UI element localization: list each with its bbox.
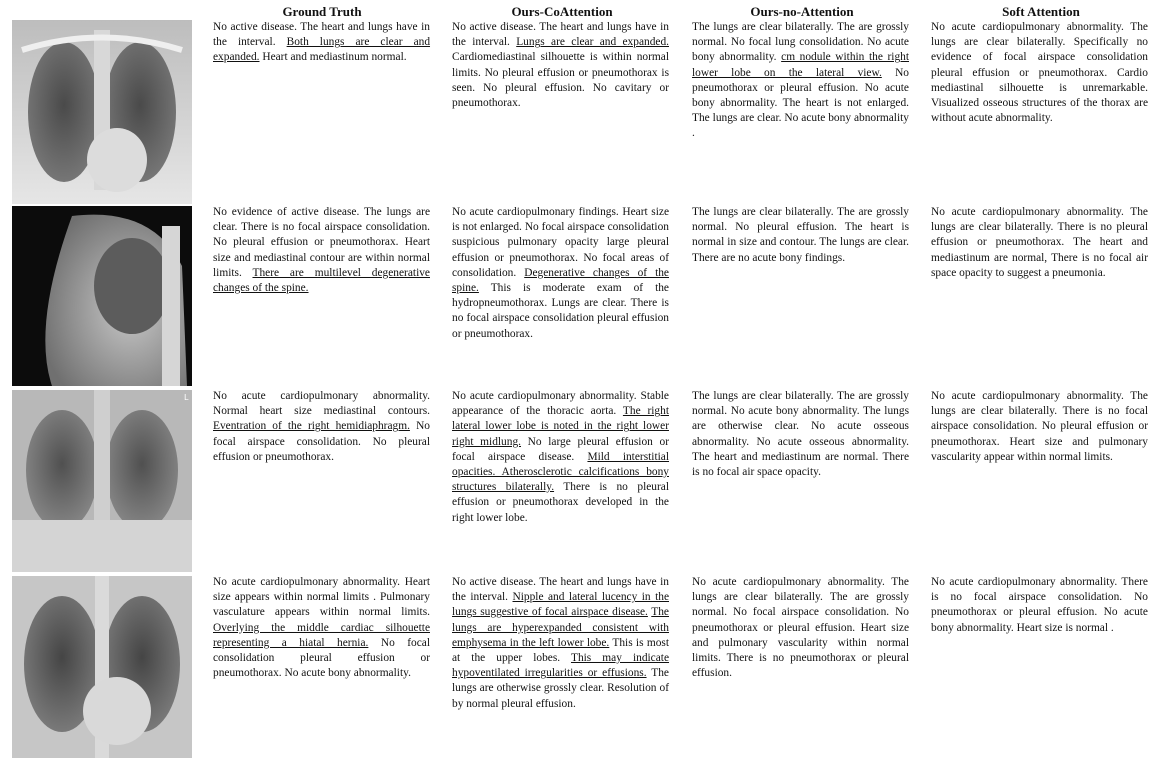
cell-r3-soft-attention	[931, 389, 1148, 465]
report-text: No large pleural effusion or focal airspace disease.	[452, 435, 670, 463]
underlined-finding: Nipple and lateral lucency in the lungs suggestive of focal airspace disease.	[452, 591, 669, 619]
report-text: No acute cardiopulmonary abnormality. There is no focal airspace consolidation. No pneumothorax or pleural effusion. No acute bony abnormality. Heart size is normal .	[931, 576, 1148, 634]
cell-r2-ground-truth	[213, 205, 430, 296]
underlined-finding: cm nodule within the right lower lobe on the lateral view.	[692, 51, 909, 79]
report-text: No evidence of active disease. The lungs are clear. There is no focal airspace consolidation. No pleural effusion or pneumothorax. Heart size and mediastinal contour are within normal limits.	[213, 206, 430, 279]
underlined-finding: Lungs are clear and expanded.	[516, 36, 669, 49]
underlined-finding: The right lateral lower lobe is noted in the right lower right midlung.	[452, 405, 669, 448]
header-ours-no-attention: Ours-no-Attention	[750, 4, 854, 19]
report-text: Cardiomediastinal silhouette is within normal limits. No pleural effusion or pneumothorax is seen. No pleural effusion. No cavitary or pneumothorax.	[452, 51, 669, 110]
cell-r2-soft-attention	[931, 205, 1148, 281]
cell-r4-ours-coattention	[452, 575, 669, 712]
report-text: The lungs are clear bilaterally. The are grossly normal. No focal lung consolidation. No acute bony abnormality.	[692, 21, 909, 64]
cell-r2-ours-coattention	[452, 205, 669, 342]
cell-r1-ours-coattention	[452, 20, 669, 111]
chest-xray-image-3	[12, 390, 192, 572]
cell-r4-soft-attention	[931, 575, 1148, 636]
cell-r3-ours-no-attention	[692, 389, 909, 480]
report-text: The lungs are clear bilaterally. The are grossly normal. No pleural effusion. The heart is normal in size and contour. The lungs are clear. There are no acute bony findings.	[692, 206, 909, 264]
report-text: No acute cardiopulmonary abnormality. The lungs are clear bilaterally. Specifically no evidence of focal airspace consolidation pleural effusion or pneumothorax. Cardio mediastinal silhouette is unremarkable. Visualized osseous structures of the thorax are without acute abnormality.	[931, 21, 1148, 125]
underlined-finding: There are multilevel degenerative changes of the spine.	[213, 266, 430, 295]
report-text: No acute cardiopulmonary abnormality. Heart size appears within normal limits . Pulmonary vasculature appears within normal limits.	[213, 576, 430, 619]
report-text: The lungs are otherwise grossly clear. Resolution of by normal pleural effusion.	[452, 667, 669, 710]
report-text: There is no pleural effusion or pneumothorax developed in the right lower lobe.	[452, 481, 669, 524]
header-ours-coattention: Ours-CoAttention	[511, 4, 613, 19]
svg-text:L: L	[184, 393, 189, 402]
chest-xray-image-2	[12, 206, 192, 386]
report-text: No pneumothorax or pleural effusion. No acute bony abnormality. The heart is not enlarged. The lungs are clear. No acute bony abnormality .	[692, 66, 909, 140]
report-text: No active disease. The heart and lungs have in the interval.	[213, 21, 430, 49]
cell-r1-ground-truth	[213, 20, 430, 66]
report-text: No focal airspace consolidation. No pleural effusion or pneumothorax.	[213, 420, 430, 463]
cell-r3-ours-coattention	[452, 389, 669, 526]
cell-r1-ours-no-attention	[692, 20, 909, 142]
underlined-finding: The lungs are hyperexpanded consistent with emphysema in the left lower lobe.	[452, 606, 669, 649]
report-text: The lungs are clear bilaterally. The are grossly normal. No acute bony abnormality. The lungs are otherwise clear. No acute osseous abnormality. No acute osseous abnormality. The heart and mediastinum are normal. There is no focal air space opacity.	[692, 390, 909, 479]
report-text: No acute cardiopulmonary abnormality. Normal heart size mediastinal contours.	[213, 390, 430, 418]
cell-r1-soft-attention	[931, 20, 1148, 126]
underlined-finding: Degenerative changes of the spine.	[452, 266, 669, 295]
report-text: No acute cardiopulmonary findings. Heart size is not enlarged. No focal airspace consolidation suspicious pulmonary opacity large pleural effusion or pneumothorax. No focal areas of consolidation.	[452, 206, 669, 279]
report-text: This is most at the upper lobes.	[452, 636, 669, 665]
report-text: No acute cardiopulmonary abnormality. The lungs are clear bilaterally. There is no pleural effusion or pneumothorax. The heart and mediastinum are normal, There is no focal air space opacity to suggest a pneumonia.	[931, 206, 1148, 279]
report-text: Heart and mediastinum normal.	[259, 51, 407, 64]
cell-r4-ground-truth	[213, 575, 430, 681]
report-text: No active disease. The heart and lungs have in the interval.	[452, 576, 669, 604]
underlined-finding: Mild interstitial opacities. Atherosclerotic calcifications bony structures bilaterally.	[452, 450, 670, 494]
underlined-finding: This may indicate hypoventilated irregularities or effusions.	[452, 652, 670, 680]
report-text: No focal consolidation pleural effusion or pneumothorax. No acute bony abnormality.	[213, 636, 430, 680]
header-ground-truth: Ground Truth	[282, 4, 362, 19]
header-soft-attention: Soft Attention	[1002, 4, 1080, 19]
cell-r3-ground-truth	[213, 389, 430, 465]
chest-xray-image-1	[12, 20, 192, 204]
report-text: No active disease. The heart and lungs have in the interval.	[452, 21, 669, 49]
report-text: No acute cardiopulmonary abnormality. Stable appearance of the thoracic aorta.	[452, 390, 669, 418]
cell-r4-ours-no-attention	[692, 575, 909, 681]
cell-r2-ours-no-attention	[692, 205, 909, 266]
chest-xray-image-4	[12, 576, 192, 758]
report-text: No acute cardiopulmonary abnormality. The lungs are clear bilaterally. There is no focal airspace consolidation. No pleural effusion or pneumothorax. Heart size and pulmonary vascularity appear within normal limits.	[931, 390, 1148, 463]
underlined-finding: Overlying the middle cardiac silhouette representing a hiatal hernia.	[213, 621, 430, 649]
report-text: No acute cardiopulmonary abnormality. The lungs are clear bilaterally. The are grossly normal. No focal airspace consolidation. No pneumothorax or pleural effusion. Heart size and pulmonary vascularity within normal limits. There is no pneumothorax or pleural effusion.	[692, 576, 909, 680]
underlined-finding: Both lungs are clear and expanded.	[213, 36, 431, 64]
underlined-finding: Eventration of the right hemidiaphragm.	[213, 420, 410, 433]
report-text: This is moderate exam of the hydropneumothorax. Lungs are clear. There is no focal airspace consolidation pleural effusion or pneumothorax.	[452, 282, 669, 340]
